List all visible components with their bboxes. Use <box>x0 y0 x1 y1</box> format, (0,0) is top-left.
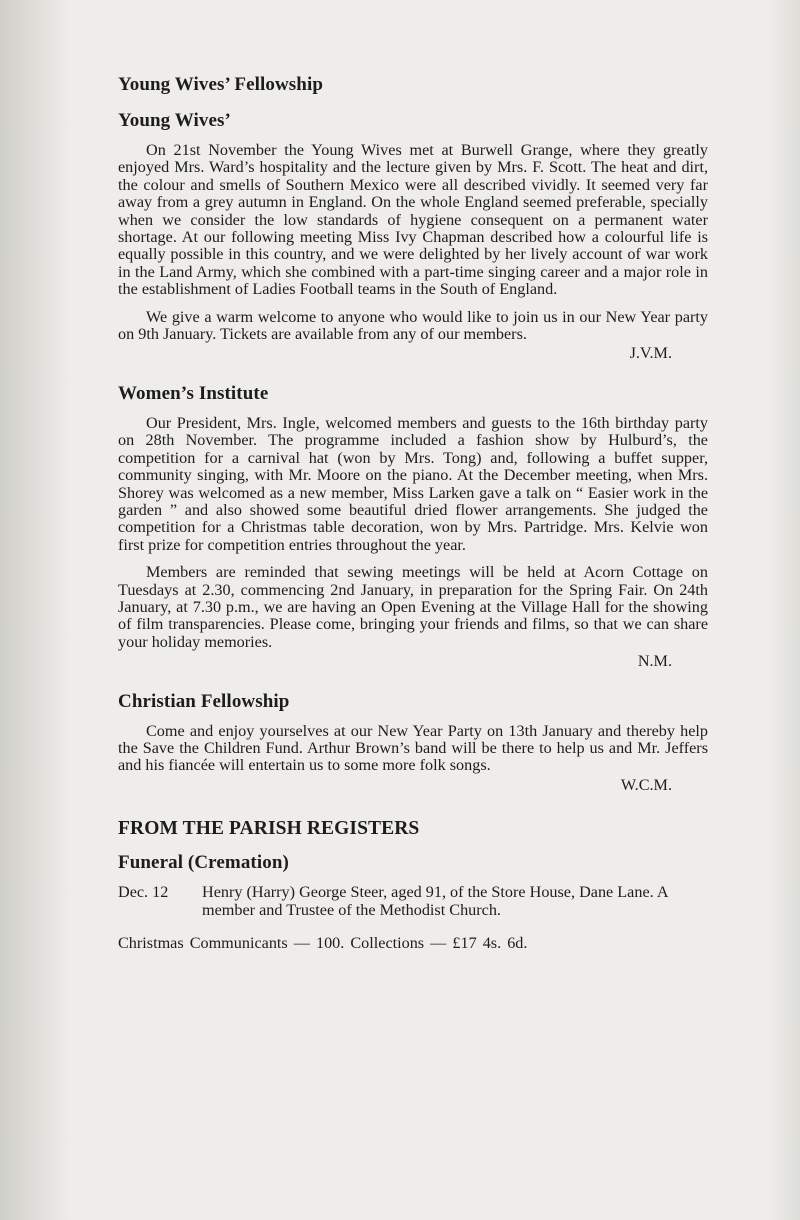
christian-fellowship-signature: W.C.M. <box>620 775 672 794</box>
section-heading-young-wives: Young Wives’ <box>118 110 231 131</box>
christian-fellowship-paragraph: Come and enjoy yourselves at our New Year Party on 13th January and thereby help the Save the Children Fund. Arthur Brown’s band will be there to help us and Mr. Jeffers and his fiancée will entertain us to some more folk songs. <box>118 721 708 775</box>
communicants-collections-line: Christmas Communicants — 100. Collections — £17 4s. 6d. <box>118 934 528 952</box>
young-wives-paragraph-1: On 21st November the Young Wives met at Burwell Grange, where they greatly enjoyed Mrs. Ward’s hospitality and the lecture given by Mrs. F. Scott. The heat and dirt, the colour and smells of Southern Mexico were all described vividly. It seemed very far away from a grey autumn in England. On the whole England seemed preferable, specially when we consider the low standards of hygiene consequent on a permanent water shortage. At our following meeting Miss Ivy Chapman described how a colourful life is equally possible in this country, and we were delighted by her lively account of war work in the Land Army, which she combined with a part-time singing career and a major role in the establishment of Ladies Football teams in the South of England. <box>118 141 708 299</box>
register-entry <box>118 884 708 919</box>
register-entry-text: Henry (Harry) George Steer, aged 91, of the Store House, Dane Lane. A member and Trustee of the Methodist Church. <box>202 883 668 919</box>
section-heading-young-wives-fellowship: Young Wives’ Fellowship <box>118 74 324 95</box>
page-edge-shadow-left <box>0 0 70 1220</box>
womens-institute-paragraph-2: Members are reminded that sewing meetings will be held at Acorn Cottage on Tuesdays at 2.30, commencing 2nd January, in preparation for the Spring Fair. On 24th January, at 7.30 p.m., we are having an Open Evening at the Village Hall for the showing of film transparencies. Please come, bringing your friends and films, so that we can share your holiday memories. <box>118 563 708 651</box>
section-heading-christian-fellowship: Christian Fellowship <box>118 690 290 712</box>
womens-institute-paragraph-1: Our President, Mrs. Ingle, welcomed members and guests to the 16th birthday party on 28th November. The programme included a fashion show by Hulburd’s, the competition for a carnival hat (won by Mrs. Tong) and, following a buffet supper, community singing, with Mr. Moore on the piano. At the December meeting, when Mrs. Shorey was welcomed as a new member, Miss Larken gave a talk on “ Easier work in the garden ” and also showed some beautiful dried flower arrangements. She judged the competition for a Christmas table decoration, won by Mrs. Partridge. Mrs. Kelvie won first prize for competition entries throughout the year. <box>118 413 708 554</box>
page-edge-shadow-right <box>770 0 800 1220</box>
register-entry-date: Dec. 12 <box>118 883 169 902</box>
section-heading-womens-institute: Women’s Institute <box>118 382 269 404</box>
page-content <box>118 74 708 952</box>
womens-institute-signature: N.M. <box>637 652 672 671</box>
young-wives-signature: J.V.M. <box>629 344 672 363</box>
young-wives-paragraph-2: We give a warm welcome to anyone who would like to join us in our New Year party on 9th January. Tickets are available from any of our members. <box>118 307 708 344</box>
section-heading-parish-registers: FROM THE PARISH REGISTERS <box>118 818 420 840</box>
subheading-funeral-cremation: Funeral (Cremation) <box>118 852 289 874</box>
